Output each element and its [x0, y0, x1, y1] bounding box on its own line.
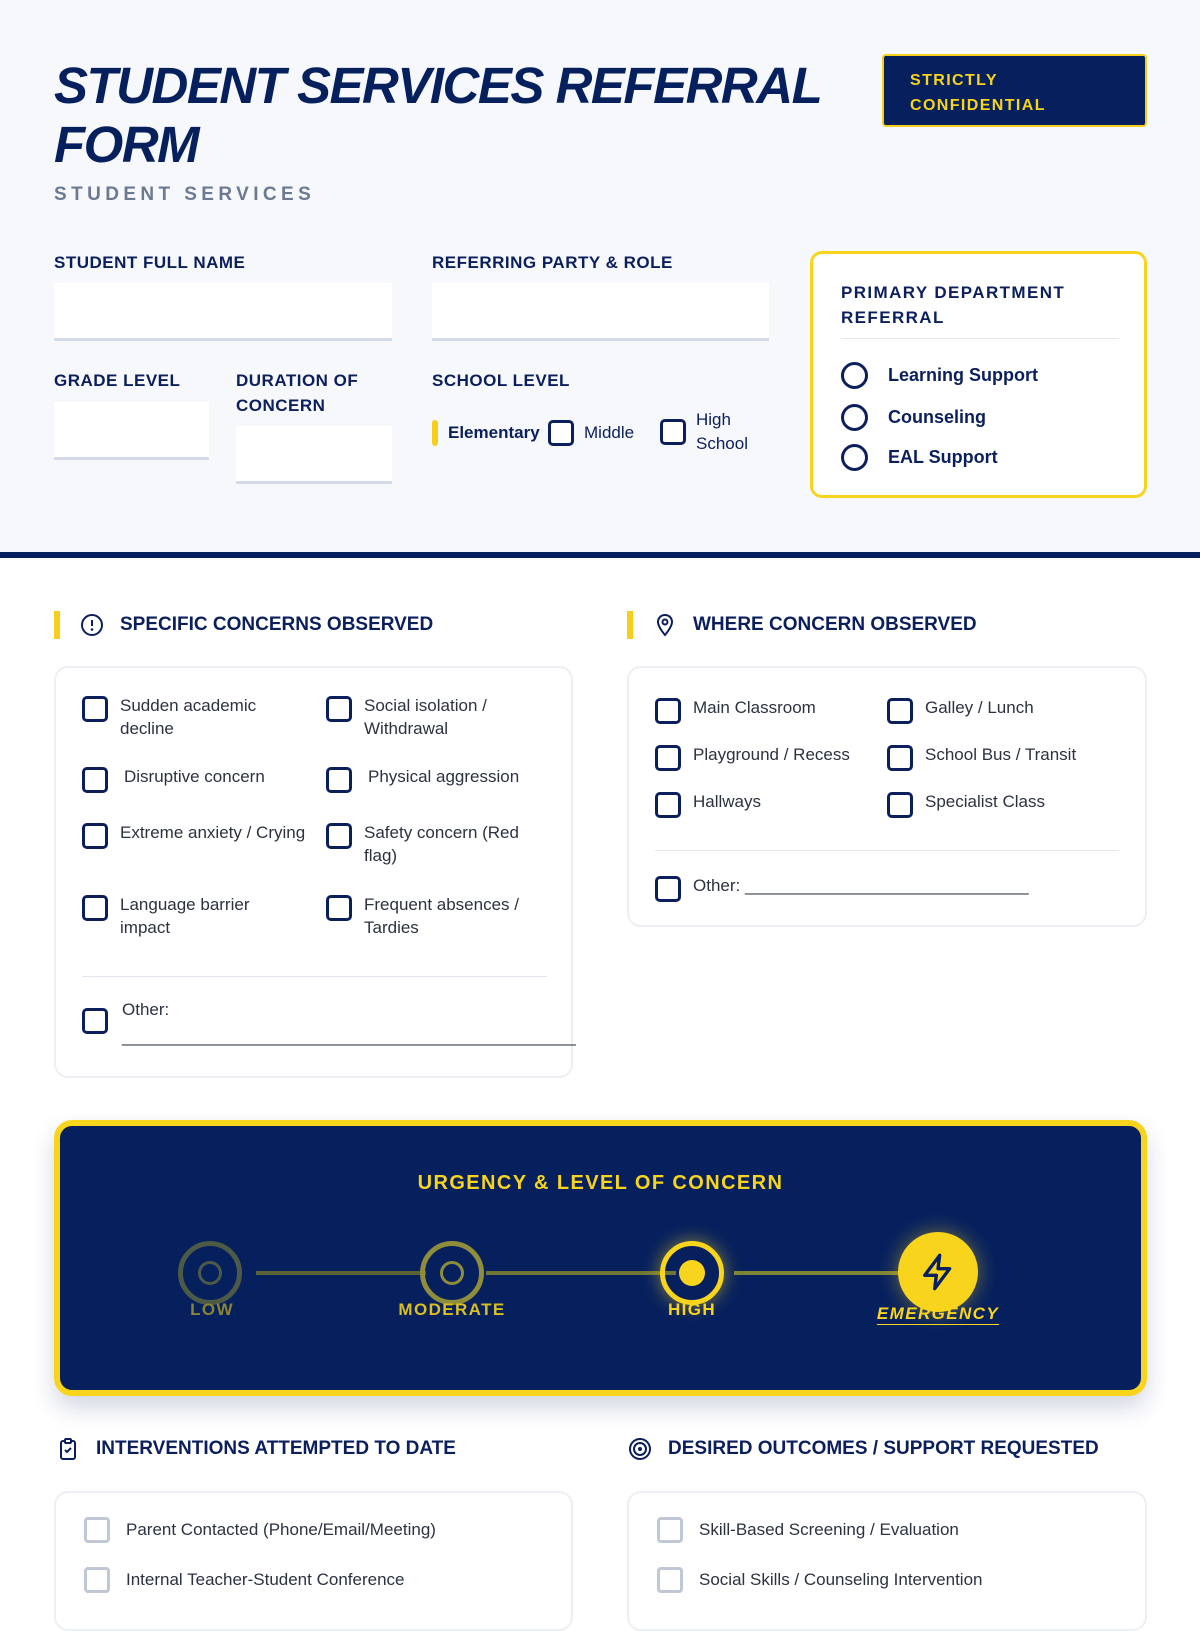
- grade-level-field[interactable]: [54, 402, 209, 460]
- middle-checkbox[interactable]: [548, 420, 574, 446]
- checkbox[interactable]: [82, 895, 108, 921]
- urgency-label-high: HIGH: [667, 1300, 717, 1319]
- school-level-high[interactable]: [660, 408, 760, 456]
- school-level-label-middle: Middle: [584, 423, 635, 442]
- form-subtitle: STUDENT SERVICES: [54, 184, 316, 205]
- dept-option-counseling[interactable]: [841, 404, 986, 431]
- form-title: STUDENT SERVICES REFERRAL FORM: [54, 57, 821, 173]
- urgency-node-high[interactable]: [660, 1241, 724, 1305]
- dept-option-learning-support[interactable]: [841, 362, 1038, 389]
- urgency-label-low: LOW: [190, 1300, 234, 1319]
- checkbox[interactable]: [326, 823, 352, 849]
- clipboard-check-icon: [56, 1437, 80, 1461]
- interventions-card: [54, 1491, 573, 1631]
- location-other-label[interactable]: Other: ______________________________: [693, 876, 1029, 895]
- checkbox[interactable]: [655, 698, 681, 724]
- concern-label: Safety concern (Red flag): [364, 823, 519, 865]
- duration-field[interactable]: [236, 426, 392, 484]
- alert-circle-icon: [80, 613, 104, 637]
- concern-label: Language barrier impact: [120, 895, 250, 937]
- node-inner-ring: [198, 1261, 222, 1285]
- node-inner-dot: [679, 1260, 705, 1286]
- checkbox[interactable]: [82, 767, 108, 793]
- radio-circle[interactable]: [841, 404, 868, 431]
- checkbox[interactable]: [82, 696, 108, 722]
- urgency-label-moderate: MODERATE: [398, 1300, 506, 1319]
- urgency-title: URGENCY & LEVEL OF CONCERN: [417, 1172, 784, 1194]
- concern-other[interactable]: [82, 998, 576, 1048]
- dept-option-eal-support[interactable]: [841, 444, 998, 471]
- concerns-title-text: SPECIFIC CONCERNS OBSERVED: [120, 614, 434, 635]
- confidential-badge: STRICTLY CONFIDENTIAL: [882, 54, 1147, 127]
- card-divider: [82, 976, 547, 977]
- checkbox[interactable]: [326, 696, 352, 722]
- outcome-item[interactable]: [657, 1567, 982, 1593]
- referring-party-field[interactable]: [432, 283, 769, 341]
- interventions-section-title: [56, 1437, 456, 1461]
- urgency-panel: [54, 1120, 1147, 1396]
- selected-indicator: [432, 420, 438, 446]
- school-level-label-elementary: Elementary: [448, 423, 540, 442]
- urgency-node-low[interactable]: [178, 1241, 242, 1305]
- concern-item[interactable]: [326, 765, 551, 793]
- locations-section-title: [627, 611, 977, 639]
- header-divider: [0, 552, 1200, 558]
- location-other[interactable]: [655, 874, 1029, 902]
- location-item[interactable]: [655, 790, 761, 818]
- location-item[interactable]: [655, 743, 850, 771]
- checkbox[interactable]: [326, 767, 352, 793]
- location-label: Galley / Lunch: [925, 698, 1034, 717]
- card-divider: [655, 850, 1119, 851]
- intervention-label: Internal Teacher-Student Conference: [126, 1570, 405, 1589]
- other-text: [122, 998, 576, 1048]
- intervention-label: Parent Contacted (Phone/Email/Meeting): [126, 1520, 436, 1539]
- other-underline[interactable]: ________________________________________________: [122, 1027, 576, 1046]
- school-level-label: SCHOOL LEVEL: [432, 371, 570, 390]
- dept-option-label: Counseling: [888, 407, 986, 427]
- accent-bar: [627, 611, 633, 639]
- outcomes-title-text: DESIRED OUTCOMES / SUPPORT REQUESTED: [668, 1438, 1099, 1459]
- department-title: PRIMARY DEPARTMENT REFERRAL: [841, 283, 1066, 327]
- checkbox[interactable]: [82, 823, 108, 849]
- department-referral-card: [810, 251, 1147, 498]
- grade-level-label: GRADE LEVEL: [54, 371, 181, 390]
- target-icon: [628, 1437, 652, 1461]
- concern-label: Sudden academic decline: [120, 696, 257, 738]
- urgency-node-moderate[interactable]: [420, 1241, 484, 1305]
- concern-label: Physical aggression: [368, 767, 520, 786]
- concern-item[interactable]: [82, 694, 282, 740]
- concern-item[interactable]: [326, 893, 551, 939]
- concerns-card: [54, 666, 576, 1078]
- checkbox[interactable]: [655, 792, 681, 818]
- checkbox[interactable]: [887, 792, 913, 818]
- checkbox[interactable]: [655, 876, 681, 902]
- urgency-label-emergency: EMERGENCY: [876, 1304, 1000, 1323]
- urgency-connector: [734, 1271, 910, 1275]
- concern-item[interactable]: [326, 694, 551, 740]
- concerns-section-title: [54, 611, 433, 639]
- checkbox[interactable]: [657, 1567, 683, 1593]
- checkbox[interactable]: [82, 1008, 108, 1034]
- location-label: Specialist Class: [925, 792, 1045, 811]
- lightning-icon: [918, 1252, 958, 1297]
- outcome-item[interactable]: [657, 1517, 959, 1543]
- checkbox[interactable]: [84, 1517, 110, 1543]
- concern-item[interactable]: [82, 893, 302, 939]
- student-name-field[interactable]: [54, 283, 392, 341]
- concern-item[interactable]: [82, 765, 312, 793]
- accent-bar: [54, 611, 60, 639]
- radio-circle[interactable]: [841, 444, 868, 471]
- checkbox[interactable]: [326, 895, 352, 921]
- interventions-title-text: INTERVENTIONS ATTEMPTED TO DATE: [96, 1438, 456, 1459]
- checkbox[interactable]: [887, 698, 913, 724]
- map-pin-icon: [653, 613, 677, 637]
- high-school-checkbox[interactable]: [660, 419, 686, 445]
- locations-title-text: WHERE CONCERN OBSERVED: [693, 614, 977, 635]
- school-level-elementary[interactable]: [432, 420, 540, 446]
- concern-label: Extreme anxiety / Crying: [120, 823, 306, 842]
- concern-label: Disruptive concern: [124, 767, 265, 786]
- urgency-connector: [486, 1271, 676, 1275]
- department-divider: [841, 338, 1119, 339]
- concern-item[interactable]: [326, 821, 551, 867]
- other-label: Other:: [122, 1000, 170, 1019]
- checkbox[interactable]: [657, 1517, 683, 1543]
- school-level-middle[interactable]: [548, 420, 634, 446]
- outcomes-section-title: [628, 1437, 1099, 1461]
- outcome-label: Social Skills / Counseling Intervention: [699, 1570, 983, 1589]
- concern-label: Frequent absences / Tardies: [364, 895, 519, 937]
- location-item[interactable]: [887, 743, 1076, 771]
- urgency-node-emergency[interactable]: [898, 1232, 978, 1312]
- urgency-connector: [256, 1271, 426, 1275]
- location-label: Main Classroom: [693, 698, 816, 717]
- location-label: Hallways: [693, 792, 762, 811]
- dept-option-label: Learning Support: [888, 365, 1038, 385]
- checkbox[interactable]: [84, 1567, 110, 1593]
- radio-circle[interactable]: [841, 362, 868, 389]
- intervention-item[interactable]: [84, 1517, 436, 1543]
- outcome-label: Skill-Based Screening / Evaluation: [699, 1520, 959, 1539]
- location-item[interactable]: [887, 696, 1034, 724]
- dept-option-label: EAL Support: [888, 447, 998, 467]
- locations-card: [627, 666, 1147, 927]
- checkbox[interactable]: [887, 745, 913, 771]
- referring-party-label: REFERRING PARTY & ROLE: [432, 253, 673, 272]
- outcomes-card: [627, 1491, 1147, 1631]
- location-item[interactable]: [887, 790, 1045, 818]
- node-inner-ring: [440, 1261, 464, 1285]
- location-item[interactable]: [655, 696, 816, 724]
- concern-label: Social isolation / Withdrawal: [364, 696, 487, 738]
- school-level-label-high: High School: [696, 410, 748, 453]
- duration-label: DURATION OF CONCERN: [236, 371, 359, 415]
- location-label: Playground / Recess: [693, 745, 850, 764]
- location-label: School Bus / Transit: [925, 745, 1077, 764]
- student-name-label: STUDENT FULL NAME: [54, 253, 246, 272]
- intervention-item[interactable]: [84, 1567, 404, 1593]
- checkbox[interactable]: [655, 745, 681, 771]
- concern-item[interactable]: [82, 821, 312, 849]
